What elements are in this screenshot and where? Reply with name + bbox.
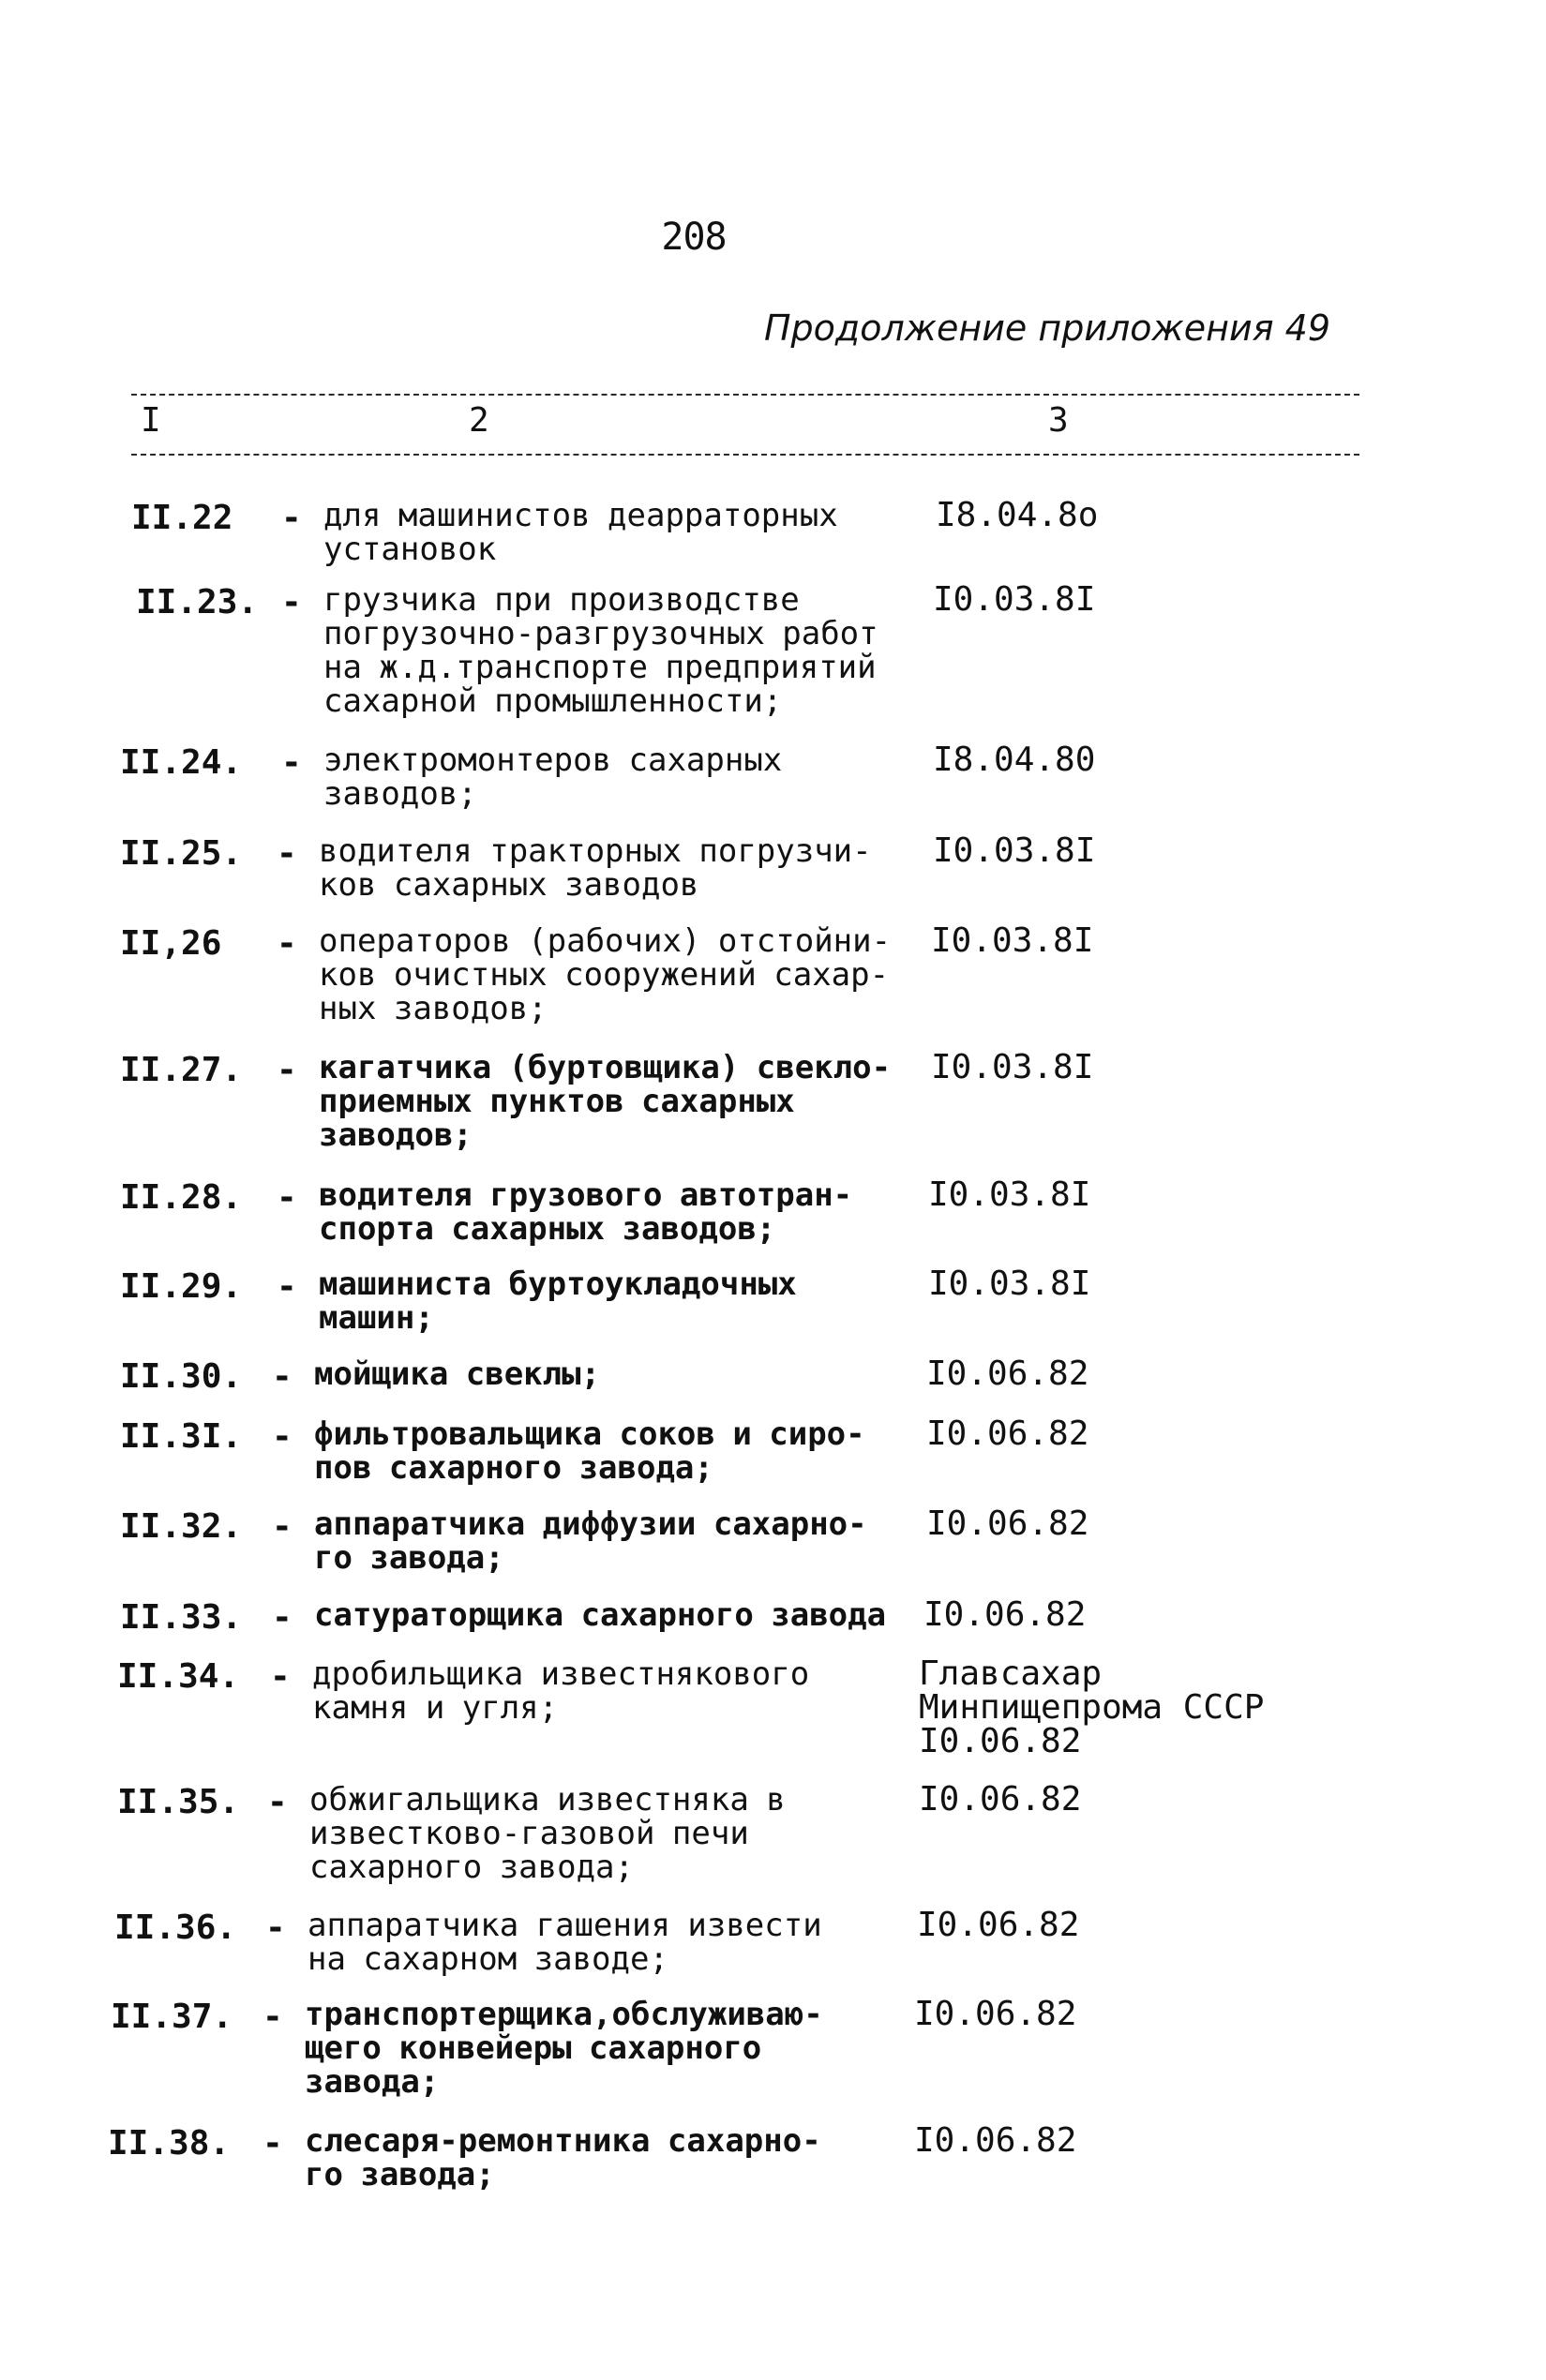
row-date: I0.06.82 (914, 1995, 1077, 2033)
row-date: I8.04.8o (936, 496, 1099, 534)
row-number: II.36. (114, 1908, 237, 1947)
row-description: электромонтеров сахарных заводов; (323, 741, 783, 813)
row-dash: - (263, 1998, 283, 2036)
row-date: I0.06.82 (923, 1595, 1087, 1634)
row-description: водителя тракторных погрузчи- ков сахарных заводов (319, 832, 872, 904)
row-description: грузчика при производстве погрузочно-разгрузочных работ на ж.д.транспорте предприятий сахарной промышленности; (323, 581, 878, 720)
column-header-2: 2 (469, 401, 489, 440)
row-description: аппаратчика диффузии сахарно- го завода; (314, 1505, 867, 1577)
row-dash: - (277, 1267, 297, 1306)
row-date: I0.03.8I (928, 1175, 1091, 1214)
row-date: I0.06.82 (917, 1906, 1080, 1944)
row-number: II.30. (120, 1357, 243, 1396)
column-header-3: 3 (1048, 401, 1069, 440)
row-date: I0.06.82 (919, 1780, 1082, 1819)
row-description: фильтровальщика соков и сиро- пов сахарного завода; (314, 1415, 865, 1487)
row-date: I0.06.82 (914, 2121, 1077, 2160)
row-description: дробильщика известнякового камня и угля; (312, 1655, 810, 1727)
row-dash: - (277, 1051, 297, 1089)
row-number: II.25. (120, 834, 243, 873)
row-number: II.34. (117, 1657, 240, 1696)
row-dash: - (272, 1417, 293, 1456)
row-dash: - (272, 1598, 293, 1637)
row-number: II.22 (131, 499, 233, 537)
header-rule-top (131, 394, 1359, 396)
row-date: I0.03.8I (931, 921, 1094, 960)
row-date: Главсахар Минпищепрома СССР I0.06.82 (919, 1654, 1265, 1760)
row-description: обжигальщика известняка в известково-газовой печи сахарного завода; (309, 1781, 786, 1886)
row-dash: - (281, 743, 302, 782)
row-dash: - (281, 583, 302, 621)
row-dash: - (272, 1357, 293, 1396)
page-number: 208 (661, 216, 727, 259)
row-dash: - (263, 2124, 283, 2163)
row-dash: - (265, 1908, 286, 1947)
row-number: II.24. (120, 743, 243, 782)
row-number: II.27. (120, 1051, 243, 1089)
row-date: I0.03.8I (933, 831, 1096, 870)
row-number: II.29. (120, 1267, 243, 1306)
row-dash: - (277, 1178, 297, 1217)
row-description: водителя грузового автотран- спорта сахарных заводов; (319, 1176, 853, 1248)
row-number: II,26 (120, 924, 222, 963)
header-rule-bottom (131, 454, 1359, 456)
row-description: для машинистов деарраторных установок (323, 497, 838, 568)
row-number: II.32. (120, 1507, 243, 1546)
row-dash: - (272, 1507, 293, 1546)
row-date: I0.03.8I (931, 1048, 1094, 1086)
row-date: I8.04.80 (933, 741, 1096, 779)
row-number: II.33. (120, 1598, 243, 1637)
row-number: II.23. (136, 583, 259, 621)
column-header-1: I (141, 401, 161, 440)
row-date: I0.03.8I (928, 1265, 1091, 1303)
row-number: II.38. (108, 2124, 231, 2163)
row-description: транспортерщика,обслуживаю- щего конвейеры сахарного завода; (305, 1996, 823, 2101)
row-description: операторов (рабочих) отстойни- ков очистных сооружений сахар- ных заводов; (319, 922, 892, 1027)
continuation-label: Продолжение приложения 49 (763, 307, 1330, 349)
row-description: аппаратчика гашения извести на сахарном заводе; (308, 1907, 822, 1978)
row-description: мойщика свеклы; (314, 1355, 601, 1393)
row-dash: - (277, 834, 297, 873)
row-number: II.35. (117, 1783, 240, 1821)
row-date: I0.03.8I (933, 580, 1096, 619)
row-number: II.37. (111, 1998, 233, 2036)
row-date: I0.06.82 (926, 1504, 1089, 1543)
row-description: сатураторщика сахарного завода (314, 1596, 887, 1634)
row-number: II.3I. (120, 1417, 243, 1456)
row-dash: - (270, 1657, 291, 1696)
row-date: I0.06.82 (926, 1415, 1089, 1453)
row-dash: - (267, 1783, 288, 1821)
row-description: слесаря-ремонтника сахарно- го завода; (305, 2122, 821, 2193)
row-dash: - (281, 499, 302, 537)
row-dash: - (277, 924, 297, 963)
row-number: II.28. (120, 1178, 243, 1217)
row-description: машиниста буртоукладочных машин; (319, 1265, 797, 1337)
row-date: I0.06.82 (926, 1355, 1089, 1393)
row-description: кагатчика (буртовщика) свекло- приемных пунктов сахарных заводов; (319, 1049, 892, 1154)
